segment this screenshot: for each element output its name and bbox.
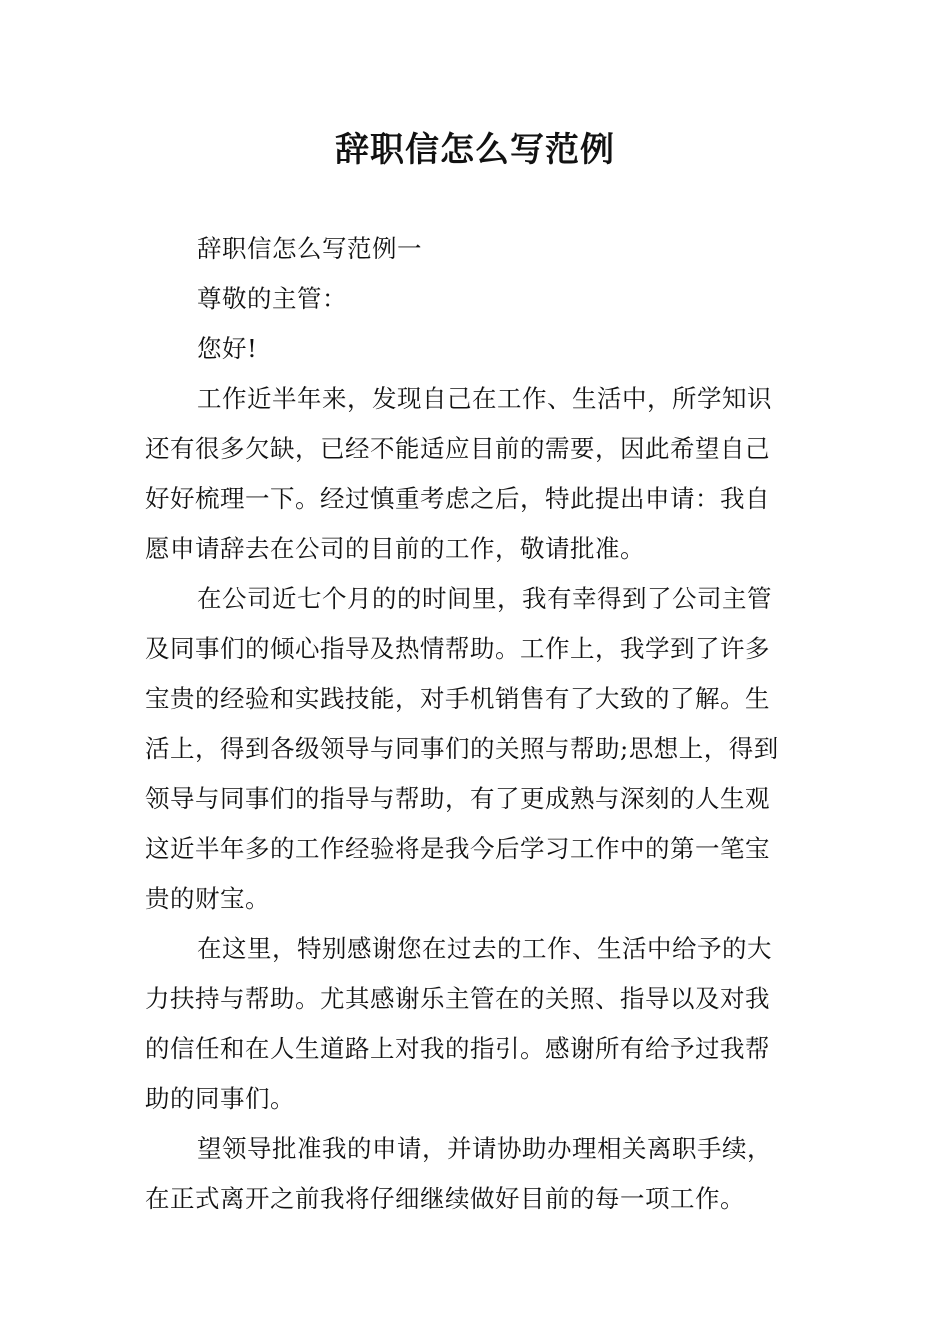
paragraph-3-line: 力扶持与帮助。尤其感谢乐主管在的关照、指导以及对我 [145, 984, 770, 1013]
paragraph-2-line: 宝贵的经验和实践技能，对手机销售有了大致的了解。生 [145, 684, 770, 713]
salutation: 尊敬的主管： [197, 284, 347, 313]
paragraph-1-line: 工作近半年来，发现自己在工作、生活中，所学知识 [197, 384, 772, 413]
paragraph-3-line: 在这里，特别感谢您在过去的工作、生活中给予的大 [197, 934, 772, 963]
paragraph-2-line: 领导与同事们的指导与帮助，有了更成熟与深刻的人生观 [145, 784, 770, 813]
paragraph-3-line: 的信任和在人生道路上对我的指引。感谢所有给予过我帮 [145, 1034, 770, 1063]
paragraph-2-line: 活上，得到各级领导与同事们的关照与帮助;思想上，得到 [145, 734, 779, 763]
document-title: 辞职信怎么写范例 [335, 130, 615, 170]
paragraph-3-line: 助的同事们。 [145, 1084, 295, 1113]
paragraph-2-line: 贵的财宝。 [145, 884, 270, 913]
paragraph-1-line: 愿申请辞去在公司的目前的工作，敬请批准。 [145, 534, 645, 563]
paragraph-4-line: 望领导批准我的申请，并请协助办理相关离职手续， [197, 1134, 772, 1163]
paragraph-2-line: 在公司近七个月的的时间里，我有幸得到了公司主管 [197, 584, 772, 613]
paragraph-1-line: 好好梳理一下。经过慎重考虑之后，特此提出申请：我自 [145, 484, 770, 513]
document-body [145, 224, 807, 1224]
paragraph-2-line: 及同事们的倾心指导及热情帮助。工作上，我学到了许多 [145, 634, 770, 663]
paragraph-2-line: 这近半年多的工作经验将是我今后学习工作中的第一笔宝 [145, 834, 770, 863]
section-heading: 辞职信怎么写范例一 [197, 234, 422, 263]
paragraph-1-line: 还有很多欠缺，已经不能适应目前的需要，因此希望自己 [145, 434, 770, 463]
paragraph-4-line: 在正式离开之前我将仔细继续做好目前的每一项工作。 [145, 1184, 745, 1213]
greeting: 您好! [197, 334, 258, 363]
